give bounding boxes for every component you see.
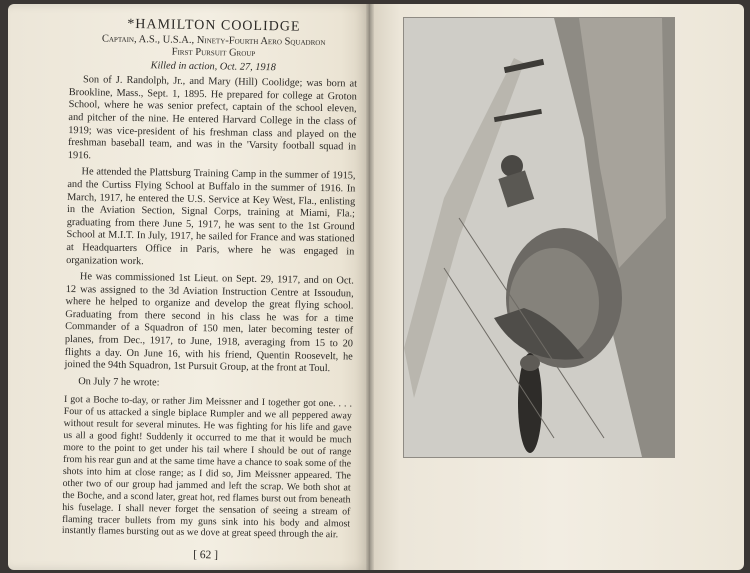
paragraph-biography: Son of J. Randolph, Jr., and Mary (Hill) Coolidge; was born at Brookline, Mass., Sept. 1, 1895. He prepared for college at Groton School, where he was senior prefect, captain of the school eleven, and pitcher of the nine. He entered Harvard College in the class of 1919; was vice-president of his freshman class and played on the freshman baseball team, and was in the 'Varsity football squad in 1916. — [67, 74, 358, 162]
subtitle-rank: Captain, A.S., U.S.A., Ninety-Fourth Aero Squadron — [101, 33, 326, 48]
left-page-text — [61, 18, 357, 564]
paragraph-letter-intro: On July 7 he wrote: — [78, 376, 160, 389]
killed-in-action-line: Killed in action, Oct. 27, 1918 — [150, 59, 276, 73]
aircraft-photograph — [403, 17, 675, 458]
book-gutter — [366, 4, 374, 570]
aircraft-photo-drawing — [404, 18, 674, 457]
paragraph-training: He attended the Plattsburg Training Camp in the summer of 1915, and the Curtiss Flying School at Buffalo in the summer of 1916. In March, 1917, he entered the U.S. Service at Key West, Fla., enlisting in the Aviation Section, Signal Corps, training at Miami, Fla.; graduating from there June 5, 1917, he was sent to the 1st Ground School at M.I.T. In July, 1917, he sailed for France and was stationed at Headquarters Office in Paris, where he was engaged in organization work. — [66, 166, 356, 267]
paragraph-commission: He was commissioned 1st Lieut. on Sept. 29, 1917, and on Oct. 12 was assigned to the 3d Aviation Instruction Centre at Issoudun, where he helped to organize and develop the great flying school. Graduating from there second in his class he was for a time Commander of a Squadron of 150 men, later becoming tester of planes, from Dec., 1917, to June, 1918, averaging from 15 to 20 flights a day. On June 16, with his friend, Quentin Roosevelt, he joined the 94th Squadron, 1st Pursuit Group, at the front at Toul. — [64, 271, 354, 375]
page-number: [ 62 ] — [193, 549, 219, 562]
left-page — [8, 4, 370, 570]
page-title: *HAMILTON COOLIDGE — [127, 16, 301, 35]
subtitle-group: First Pursuit Group — [171, 46, 256, 60]
letter-quote: I got a Boche to-day, or rather Jim Meissner and I together got one. . . . Four of us attacked a single biplace Rumpler and we all peppered away without result for several minutes. He was fighting for his life and gave us all a good fight! Suddenly it occurred to me that it would be much more to the point to get under his tail where I should be out of range from his rear gun and at the same time have a chance to soak some of the shots into him at close range; as I did so, Jim Meissner appeared. The other two of our group had jammed and left the scrap. We both shot at the Boche, and a scond later, great hot, red flames burst out from beneath his fuselage. I shall never forget the sensation of seeing a stream of flaming tracer bullets from my guns sink into his body and almost instantly flames bursting out as we dove at great speed through the air. — [61, 394, 353, 541]
